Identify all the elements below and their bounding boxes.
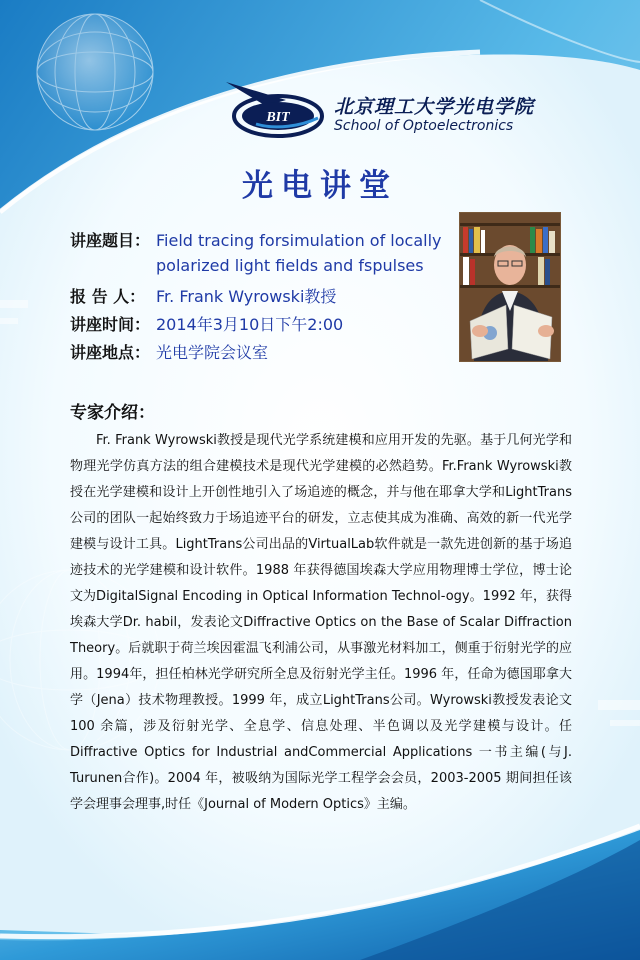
speaker-photo [459, 212, 561, 362]
topic-label: 讲座题目： [70, 231, 151, 250]
topic-line-2: polarized light fields and fspulses [156, 256, 424, 275]
topic-line-1: Field tracing forsimulation of locally [156, 231, 442, 250]
speaker-value: Fr. Frank Wyrowski教授 [156, 287, 337, 306]
topic-row [70, 228, 442, 251]
time-row [70, 312, 343, 335]
school-name-en: School of Optoelectronics [334, 118, 514, 134]
place-row [70, 340, 268, 363]
logo-text: BIT [266, 110, 290, 125]
speaker-label: 报 告 人： [70, 287, 146, 306]
school-name-cn: 北京理工大学光电学院 [334, 96, 535, 118]
place-value: 光电学院会议室 [156, 343, 269, 362]
speaker-row [70, 284, 336, 307]
poster-title: 光电讲堂 [242, 168, 398, 204]
bit-logo [226, 80, 326, 142]
place-label: 讲座地点： [70, 343, 151, 362]
time-label: 讲座时间： [70, 315, 151, 334]
time-value: 2014年3月10日下午2:00 [156, 315, 344, 334]
topic-row-2 [156, 256, 424, 275]
bio-text: Fr. Frank Wyrowski教授是现代光学系统建模和应用开发的先驱。基于几何光学和物理光学仿真方法的组合建模技术是现代光学建模的必然趋势。Fr.Frank Wyrowski教授在光学建模和设计上开创性地引入了场追迹的概念，并与他在耶拿大学和LightTrans公司的团队一起始终致力于场追迹平台的研发，立志使其成为准确、高效的新一代光学建模与设计工具。LightTrans公司出品的VirtualLab软件就是一款先进创新的基于场追迹技术的光学建模和设计软件。1988 年获得德国埃森大学应用物理博士学位，博士论文为DigitalSignal Encoding in Optical Information Technol-ogy。1992 年，获得埃森大学Dr. habil，发表论文Diffractive Optics on the Base of Scalar Diffraction Theory。后就职于荷兰埃因霍温飞利浦公司，从事激光材料加工，侧重于衍射光学的应用。1994年，担任柏林光学研究所全息及衍射光学主任。1996 年，任命为德国耶拿大学（Jena）技术物理教授。1999 年，成立LightTrans公司。Wyrowski教授发表论文100 余篇，涉及衍射光学、全息学、信息处理、半色调以及光学建模与设计。任Diffractive Optics for Industrial andCommercial Applications 一书主编(与J. Turunen合作)。2004 年，被吸纳为国际光学工程学会会员，2003-2005 期间担任该学会理事会理事,时任《Journal of Modern Optics》主编。 [70, 433, 572, 812]
bio-heading: 专家介绍： [70, 403, 155, 423]
